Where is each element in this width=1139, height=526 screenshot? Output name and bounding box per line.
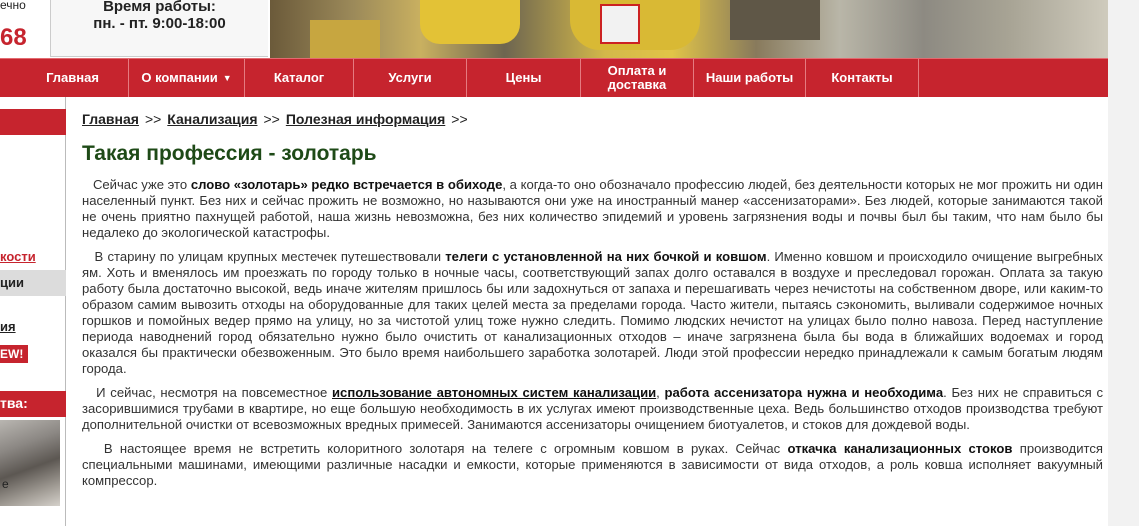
nav-item-contacts[interactable]: Контакты (806, 59, 919, 97)
sidebar-link[interactable]: ия (0, 319, 16, 334)
chevron-down-icon: ▼ (222, 73, 232, 83)
sidebar-header-bar (0, 109, 66, 135)
phone-number-fragment[interactable]: 68 (0, 24, 27, 51)
autonomous-sewerage-link[interactable]: использование автономных систем канализации (332, 385, 657, 400)
nav-item-services[interactable]: Услуги (354, 59, 467, 97)
nav-item-catalog[interactable]: Каталог (245, 59, 354, 97)
main-navigation (0, 58, 1108, 97)
working-hours-value: пн. - пт. 9:00-18:00 (93, 15, 226, 32)
breadcrumb-separator: >> (263, 111, 280, 127)
sidebar-item-label: ции (0, 275, 24, 290)
new-badge: EW! (0, 345, 28, 363)
nav-item-our-works[interactable]: Наши работы (694, 59, 806, 97)
left-sidebar (0, 97, 66, 526)
header-left-text: ечно (0, 0, 26, 12)
article-paragraph: В старину по улицам крупных местечек путешествовали телеги с установленной на них бочкой и ковшом. Именно ковшом и происходило очищение выгребных ям. Хоть и вменялось им проезжать по городу только в ночные часы, соответствующий запах долго оставался в воздухе и преследовал горожан. Оплата за такую работу была достаточно высокой, ведь иначе жителям пришлось бы или задохнуться от запаха и перешагивать через нечистоты на собственном дворе, или каким-то образом самим вывозить отходы на оборудованные для таких целей места за пределами города. Часто жители, пытаясь сэкономить, выливали содержимое ночных горшков и помойных ведер прямо на улицу, но за чистотой улиц тоже нужно следить. Помимо людских нечистот на улицах было полно навоза. Перед наступление периода наводнений город обязательно нужно было очистить от канализационных отходов – иначе загрязнена была бы вода в ближайших водоемах и город оказался бы практически обезвоженным. Это было время наибольшего заработка золотарей. Люди этой профессии нередко принадлежали к самым богатым людям города. (82, 249, 1103, 376)
breadcrumb (82, 111, 474, 127)
article-paragraph: И сейчас, несмотря на повсеместное использование автономных систем канализации, работа ассенизатора нужна и необходима. Без них не справиться с засорившимися трубами в квартире, но еще большую необходимость в их услугах имеют производственные цеха. Ведь большинство отходов производства требуют дополнительной очистки от всевозможных вредных примесей. Занимаются ассенизаторы очищением биотуалетов, и стоков для дождевой воды. (82, 385, 1103, 432)
nav-item-payment-delivery[interactable]: Оплата и доставка (581, 59, 694, 97)
article-body (82, 177, 1103, 497)
sidebar-photo-caption: е (2, 477, 9, 491)
sidebar-section-header (0, 391, 66, 417)
breadcrumb-separator: >> (144, 111, 162, 127)
breadcrumb-sewerage[interactable]: Канализация (167, 111, 258, 127)
breadcrumb-useful-info[interactable]: Полезная информация (285, 111, 446, 127)
nav-item-about[interactable]: О компании ▼ (129, 59, 245, 97)
header-contact (0, 0, 50, 58)
sidebar-link-news[interactable]: кости (0, 249, 36, 264)
page-title: Такая профессия - золотарь (82, 142, 377, 165)
site-header (0, 0, 1108, 58)
page-right-margin (1108, 0, 1139, 526)
breadcrumb-separator: >> (451, 111, 468, 127)
working-hours-title: Время работы: (103, 0, 216, 15)
breadcrumb-home[interactable]: Главная (82, 111, 139, 127)
nav-item-prices[interactable]: Цены (467, 59, 581, 97)
sidebar-section-title: тва: (0, 395, 28, 411)
working-hours-box (50, 0, 268, 57)
sidebar-item-active[interactable] (0, 270, 66, 296)
sidebar-photo[interactable] (0, 420, 60, 506)
header-banner-image (270, 0, 1108, 58)
article-paragraph: Сейчас уже это слово «золотарь» редко встречается в обиходе, а когда-то оно обозначало профессию людей, без деятельности которых не мог прожить ни один населенный пункт. Без них и сейчас прожить не возможно, но называются они уже на иностранный манер «ассенизаторами». Без людей, которые занимаются такой не очень приятно пахнущей работой, наша жизнь невозможна, без них количество эпидемий и уровень загрязнения воды и почвы был бы таким, что нам было бы недалеко до экологической катастрофы. (82, 177, 1103, 240)
nav-item-home[interactable]: Главная (17, 59, 129, 97)
article-paragraph: В настоящее время не встретить колоритного золотаря на телеге с огромным ковшом в руках. Сейчас откачка канализационных стоков производится специальными машинами, имеющими различные насадки и емкости, которые применяются в зависимости от вида отходов, а роль ковша исполняет вакуумный компрессор. (82, 441, 1103, 488)
